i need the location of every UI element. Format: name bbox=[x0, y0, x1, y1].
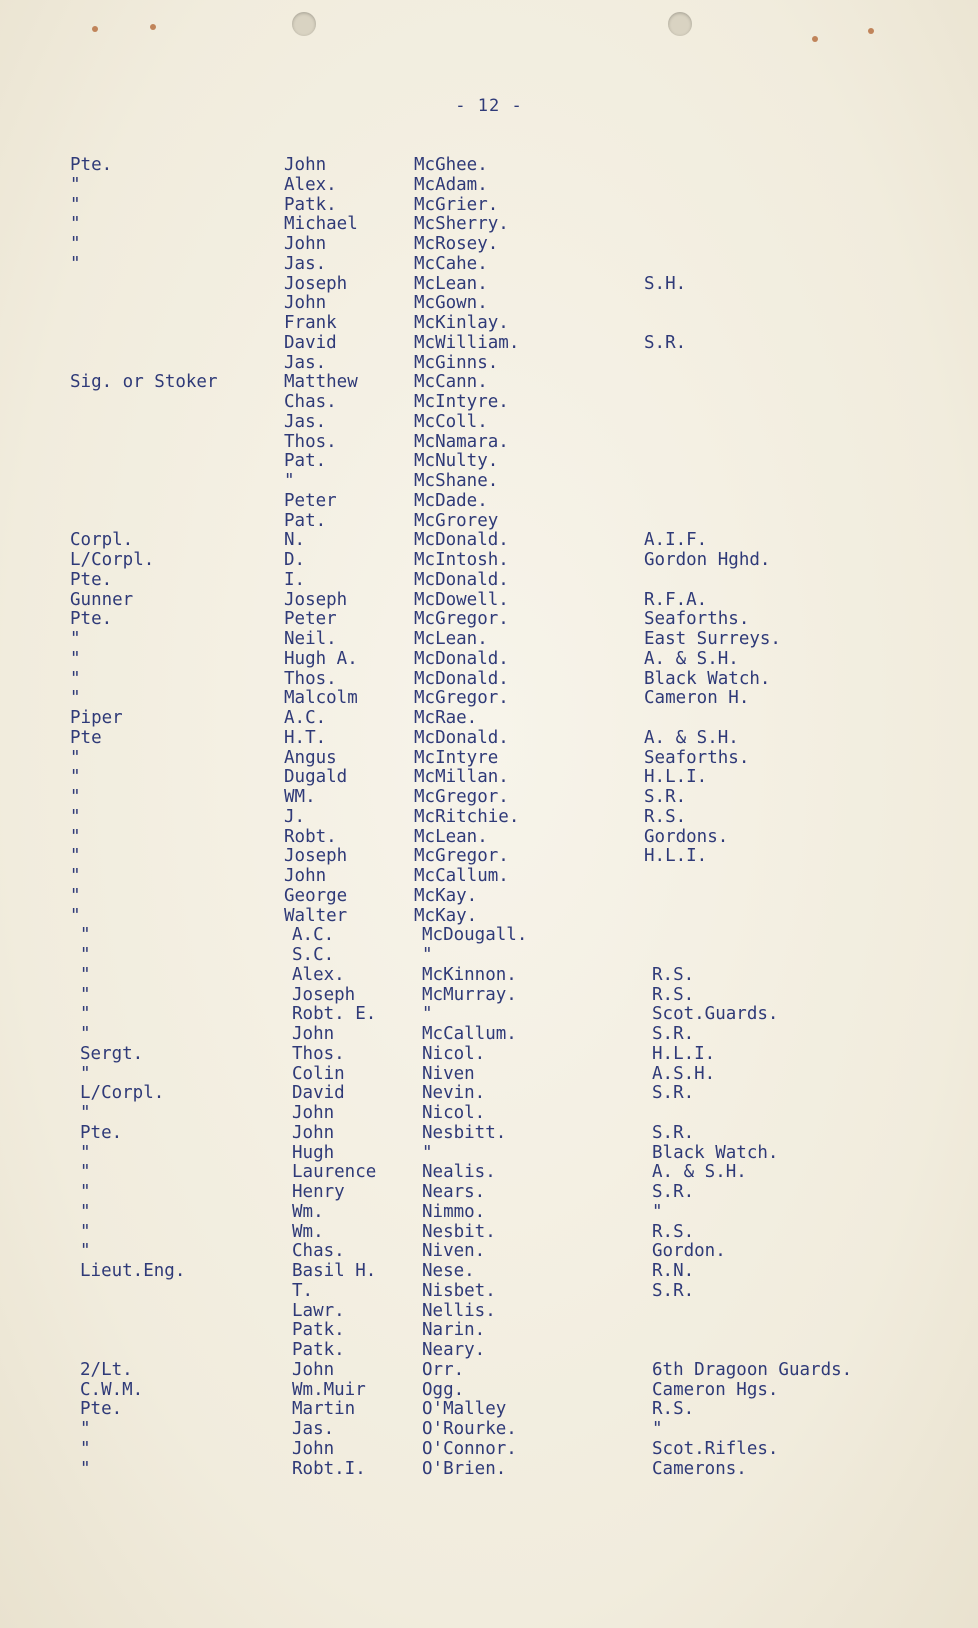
unit-cell: A. & S.H. bbox=[644, 727, 739, 748]
surname-cell: McLean. bbox=[414, 273, 488, 294]
rank-cell: Piper bbox=[70, 708, 123, 728]
rank-cell: Pte. bbox=[70, 569, 113, 590]
list-item bbox=[0, 1183, 978, 1203]
surname-cell: Nisbet. bbox=[422, 1280, 496, 1301]
first-name-cell: Joseph bbox=[292, 984, 356, 1005]
list-item bbox=[0, 729, 978, 749]
first-name-cell: John bbox=[292, 1103, 335, 1123]
surname-cell: McKinlay. bbox=[414, 313, 509, 333]
list-item bbox=[0, 551, 978, 571]
unit-cell: A. & S.H. bbox=[652, 1162, 747, 1183]
rank-cell: " bbox=[80, 1162, 91, 1183]
rank-cell: " bbox=[80, 1004, 91, 1025]
list-item bbox=[0, 1163, 978, 1183]
unit-cell: R.S. bbox=[652, 1221, 695, 1242]
rank-cell: " bbox=[70, 234, 81, 254]
list-item bbox=[0, 255, 978, 275]
surname-cell: " bbox=[422, 1142, 433, 1163]
surname-cell: Niven. bbox=[422, 1241, 486, 1262]
surname-cell: McSherry. bbox=[414, 214, 509, 235]
list-item bbox=[0, 1104, 978, 1124]
surname-cell: Niven bbox=[422, 1063, 475, 1084]
rank-cell: Gunner bbox=[70, 589, 134, 610]
rank-cell: " bbox=[80, 1024, 91, 1044]
first-name-cell: N. bbox=[284, 530, 306, 551]
rank-cell: " bbox=[70, 885, 81, 906]
surname-cell: McGown. bbox=[414, 293, 488, 314]
rank-cell: Pte. bbox=[70, 609, 113, 630]
surname-cell: Narin. bbox=[422, 1320, 486, 1341]
first-name-cell: H.T. bbox=[284, 727, 327, 748]
first-name-cell: Patk. bbox=[284, 194, 337, 215]
surname-cell: Nealis. bbox=[422, 1162, 496, 1183]
unit-cell: R.F.A. bbox=[644, 589, 708, 610]
first-name-cell: Neil. bbox=[284, 629, 337, 649]
surname-cell: Nevin. bbox=[422, 1083, 486, 1104]
first-name-cell: John bbox=[284, 293, 327, 314]
rust-spot bbox=[92, 26, 98, 32]
first-name-cell: Wm. bbox=[292, 1201, 324, 1222]
surname-cell: " bbox=[422, 945, 433, 965]
unit-cell: " bbox=[652, 1201, 663, 1222]
surname-cell: Nesbit. bbox=[422, 1221, 496, 1242]
unit-cell: East Surreys. bbox=[644, 629, 781, 649]
first-name-cell: Henry bbox=[292, 1182, 345, 1202]
surname-cell: McGhee. bbox=[414, 155, 488, 175]
first-name-cell: John bbox=[284, 866, 327, 886]
first-name-cell: John bbox=[292, 1438, 335, 1459]
surname-cell: McRae. bbox=[414, 708, 478, 728]
list-item bbox=[0, 1321, 978, 1341]
rank-cell: " bbox=[70, 214, 81, 235]
surname-cell: McGinns. bbox=[414, 352, 499, 373]
first-name-cell: Dugald bbox=[284, 767, 348, 788]
list-item bbox=[0, 1124, 978, 1144]
surname-cell: O'Rourke. bbox=[422, 1419, 517, 1439]
first-name-cell: Hugh bbox=[292, 1142, 335, 1163]
surname-cell: O'Malley bbox=[422, 1399, 507, 1420]
first-name-cell: Pat. bbox=[284, 451, 327, 472]
first-name-cell: Robt. E. bbox=[292, 1004, 377, 1025]
rank-cell: Pte. bbox=[80, 1399, 123, 1420]
list-item bbox=[0, 749, 978, 769]
first-name-cell: Frank bbox=[284, 313, 337, 333]
first-name-cell: I. bbox=[284, 569, 306, 590]
first-name-cell: Thos. bbox=[292, 1043, 345, 1064]
surname-cell: McDowell. bbox=[414, 589, 509, 610]
rank-cell: C.W.M. bbox=[80, 1379, 144, 1400]
first-name-cell: John bbox=[284, 155, 327, 175]
surname-cell: McShane. bbox=[414, 471, 499, 491]
unit-cell: Gordon Hghd. bbox=[644, 550, 771, 570]
surname-cell: McMillan. bbox=[414, 767, 509, 788]
list-item bbox=[0, 373, 978, 393]
surname-cell: Neary. bbox=[422, 1340, 486, 1360]
rank-cell: L/Corpl. bbox=[80, 1083, 165, 1104]
list-item bbox=[0, 670, 978, 690]
surname-cell: McGregor. bbox=[414, 846, 509, 867]
list-item bbox=[0, 1065, 978, 1085]
first-name-cell: Alex. bbox=[284, 174, 337, 195]
list-item bbox=[0, 1440, 978, 1460]
list-item bbox=[0, 1361, 978, 1381]
surname-cell: McGregor. bbox=[414, 787, 509, 807]
surname-cell: McColl. bbox=[414, 411, 488, 432]
first-name-cell: Martin bbox=[292, 1399, 356, 1420]
unit-cell: A.S.H. bbox=[652, 1063, 716, 1084]
list-item bbox=[0, 196, 978, 216]
rank-cell: " bbox=[70, 747, 81, 768]
first-name-cell: S.C. bbox=[292, 945, 335, 965]
list-item bbox=[0, 650, 978, 670]
list-item bbox=[0, 235, 978, 255]
first-name-cell: Laurence bbox=[292, 1162, 377, 1183]
list-item bbox=[0, 689, 978, 709]
first-name-cell: Patk. bbox=[292, 1340, 345, 1360]
unit-cell: Seaforths. bbox=[644, 747, 750, 768]
list-item bbox=[0, 1045, 978, 1065]
rank-cell: " bbox=[80, 1241, 91, 1262]
surname-cell: McGrorey bbox=[414, 510, 499, 531]
list-item bbox=[0, 1381, 978, 1401]
list-item bbox=[0, 1460, 978, 1480]
rust-spot bbox=[150, 24, 156, 30]
unit-cell: S.R. bbox=[652, 1083, 695, 1104]
surname-cell: McDonald. bbox=[414, 648, 509, 669]
first-name-cell: Joseph bbox=[284, 846, 348, 867]
rank-cell: " bbox=[70, 806, 81, 827]
rank-cell: " bbox=[80, 1438, 91, 1459]
list-item bbox=[0, 1223, 978, 1243]
rank-cell: " bbox=[70, 688, 81, 709]
rank-cell: " bbox=[70, 767, 81, 788]
first-name-cell: Joseph bbox=[284, 273, 348, 294]
surname-cell: McLean. bbox=[414, 629, 488, 649]
first-name-cell: Joseph bbox=[284, 589, 348, 610]
list-item bbox=[0, 907, 978, 927]
unit-cell: A. & S.H. bbox=[644, 648, 739, 669]
unit-cell: 6th Dragoon Guards. bbox=[652, 1359, 853, 1380]
list-item bbox=[0, 808, 978, 828]
rank-cell: " bbox=[80, 984, 91, 1005]
surname-cell: McDougall. bbox=[422, 925, 528, 946]
list-item bbox=[0, 946, 978, 966]
punch-hole bbox=[292, 12, 316, 36]
surname-cell: McDonald. bbox=[414, 569, 509, 590]
surname-cell: McGrier. bbox=[414, 194, 499, 215]
surname-cell: O'Brien. bbox=[422, 1458, 507, 1479]
surname-cell: McDonald. bbox=[414, 668, 509, 689]
first-name-cell: Patk. bbox=[292, 1320, 345, 1341]
first-name-cell: T. bbox=[292, 1280, 314, 1301]
first-name-cell: Wm.Muir bbox=[292, 1379, 366, 1400]
unit-cell: R.S. bbox=[652, 1399, 695, 1420]
surname-cell: Nellis. bbox=[422, 1300, 496, 1321]
list-item bbox=[0, 275, 978, 295]
rank-cell: " bbox=[70, 174, 81, 195]
first-name-cell: Jas. bbox=[284, 352, 327, 373]
list-item bbox=[0, 1400, 978, 1420]
rank-cell: " bbox=[70, 194, 81, 215]
rank-cell: " bbox=[70, 629, 81, 649]
list-item bbox=[0, 1025, 978, 1045]
first-name-cell: Robt.I. bbox=[292, 1458, 366, 1479]
unit-cell: S.R. bbox=[644, 332, 687, 353]
surname-cell: McAdam. bbox=[414, 174, 488, 195]
unit-cell: Seaforths. bbox=[644, 609, 750, 630]
list-item bbox=[0, 966, 978, 986]
list-item bbox=[0, 768, 978, 788]
list-item bbox=[0, 709, 978, 729]
roll-list bbox=[0, 156, 978, 1479]
first-name-cell: Walter bbox=[284, 905, 348, 926]
page-number: - 12 - bbox=[455, 96, 523, 116]
list-item bbox=[0, 413, 978, 433]
list-item bbox=[0, 215, 978, 235]
surname-cell: McKinnon. bbox=[422, 964, 517, 985]
rank-cell: Pte. bbox=[70, 155, 113, 175]
first-name-cell: Wm. bbox=[292, 1221, 324, 1242]
unit-cell: Camerons. bbox=[652, 1458, 747, 1479]
unit-cell: Cameron H. bbox=[644, 688, 750, 709]
list-item bbox=[0, 1203, 978, 1223]
unit-cell: S.R. bbox=[652, 1182, 695, 1202]
unit-cell: Cameron Hgs. bbox=[652, 1379, 779, 1400]
list-item bbox=[0, 1005, 978, 1025]
list-item bbox=[0, 630, 978, 650]
surname-cell: Nicol. bbox=[422, 1103, 486, 1123]
rank-cell: 2/Lt. bbox=[80, 1359, 133, 1380]
first-name-cell: Hugh A. bbox=[284, 648, 358, 669]
first-name-cell: Malcolm bbox=[284, 688, 358, 709]
surname-cell: McIntyre bbox=[414, 747, 499, 768]
unit-cell: H.L.I. bbox=[644, 846, 708, 867]
surname-cell: McCann. bbox=[414, 372, 488, 393]
rank-cell: " bbox=[70, 648, 81, 669]
rank-cell: " bbox=[70, 253, 81, 274]
rank-cell: " bbox=[80, 1182, 91, 1202]
list-item bbox=[0, 156, 978, 176]
rank-cell: Lieut.Eng. bbox=[80, 1261, 186, 1281]
list-item bbox=[0, 452, 978, 472]
surname-cell: Nimmo. bbox=[422, 1201, 486, 1222]
list-item bbox=[0, 828, 978, 848]
rank-cell: Sergt. bbox=[80, 1043, 144, 1064]
list-item bbox=[0, 512, 978, 532]
list-item bbox=[0, 393, 978, 413]
rank-cell: " bbox=[70, 787, 81, 807]
list-item bbox=[0, 354, 978, 374]
rank-cell: L/Corpl. bbox=[70, 550, 155, 570]
unit-cell: H.L.I. bbox=[644, 767, 708, 788]
surname-cell: McIntyre. bbox=[414, 392, 509, 412]
rank-cell: Sig. or Stoker bbox=[70, 372, 218, 393]
rust-spot bbox=[812, 36, 818, 42]
list-item bbox=[0, 788, 978, 808]
unit-cell: R.S. bbox=[652, 984, 695, 1005]
surname-cell: Nese. bbox=[422, 1261, 475, 1281]
rank-cell: " bbox=[80, 945, 91, 965]
unit-cell: S.R. bbox=[652, 1024, 695, 1044]
first-name-cell: A.C. bbox=[284, 708, 327, 728]
rank-cell: " bbox=[80, 1419, 91, 1439]
rank-cell: " bbox=[80, 1142, 91, 1163]
surname-cell: Nears. bbox=[422, 1182, 486, 1202]
rust-spot bbox=[868, 28, 874, 34]
first-name-cell: A.C. bbox=[292, 925, 335, 946]
first-name-cell: Basil H. bbox=[292, 1261, 377, 1281]
list-item bbox=[0, 867, 978, 887]
punch-hole bbox=[668, 12, 692, 36]
surname-cell: Nicol. bbox=[422, 1043, 486, 1064]
surname-cell: McLean. bbox=[414, 826, 488, 847]
list-item bbox=[0, 1144, 978, 1164]
surname-cell: O'Connor. bbox=[422, 1438, 517, 1459]
rank-cell: " bbox=[80, 1458, 91, 1479]
rank-cell: " bbox=[70, 826, 81, 847]
list-item bbox=[0, 472, 978, 492]
surname-cell: " bbox=[422, 1004, 433, 1025]
surname-cell: McKay. bbox=[414, 905, 478, 926]
list-item bbox=[0, 1341, 978, 1361]
surname-cell: McRitchie. bbox=[414, 806, 520, 827]
rank-cell: " bbox=[70, 866, 81, 886]
surname-cell: McKay. bbox=[414, 885, 478, 906]
surname-cell: McRosey. bbox=[414, 234, 499, 254]
first-name-cell: George bbox=[284, 885, 348, 906]
first-name-cell: Jas. bbox=[284, 411, 327, 432]
list-item bbox=[0, 1420, 978, 1440]
first-name-cell: Colin bbox=[292, 1063, 345, 1084]
rank-cell: Pte bbox=[70, 727, 102, 748]
unit-cell: Black Watch. bbox=[644, 668, 771, 689]
unit-cell: R.S. bbox=[644, 806, 687, 827]
first-name-cell: Robt. bbox=[284, 826, 337, 847]
list-item bbox=[0, 1282, 978, 1302]
rank-cell: " bbox=[70, 905, 81, 926]
list-item bbox=[0, 847, 978, 867]
surname-cell: McCahe. bbox=[414, 253, 488, 274]
first-name-cell: Chas. bbox=[284, 392, 337, 412]
first-name-cell: Lawr. bbox=[292, 1300, 345, 1321]
list-item bbox=[0, 294, 978, 314]
first-name-cell: Pat. bbox=[284, 510, 327, 531]
list-item bbox=[0, 531, 978, 551]
first-name-cell: Jas. bbox=[284, 253, 327, 274]
first-name-cell: Thos. bbox=[284, 431, 337, 452]
list-item bbox=[0, 1262, 978, 1282]
first-name-cell: Matthew bbox=[284, 372, 358, 393]
unit-cell: " bbox=[652, 1419, 663, 1439]
rank-cell: Corpl. bbox=[70, 530, 134, 551]
list-item bbox=[0, 176, 978, 196]
list-item bbox=[0, 887, 978, 907]
surname-cell: Ogg. bbox=[422, 1379, 465, 1400]
list-item bbox=[0, 986, 978, 1006]
surname-cell: McDade. bbox=[414, 490, 488, 511]
surname-cell: McGregor. bbox=[414, 609, 509, 630]
rank-cell: " bbox=[80, 964, 91, 985]
rank-cell: " bbox=[70, 846, 81, 867]
first-name-cell: John bbox=[292, 1024, 335, 1044]
rank-cell: Pte. bbox=[80, 1122, 123, 1143]
surname-cell: McCallum. bbox=[414, 866, 509, 886]
surname-cell: Orr. bbox=[422, 1359, 465, 1380]
first-name-cell: WM. bbox=[284, 787, 316, 807]
unit-cell: Gordon. bbox=[652, 1241, 726, 1262]
rank-cell: " bbox=[80, 1221, 91, 1242]
list-item bbox=[0, 334, 978, 354]
rank-cell: " bbox=[70, 668, 81, 689]
first-name-cell: Peter bbox=[284, 490, 337, 511]
unit-cell: Gordons. bbox=[644, 826, 729, 847]
surname-cell: McDonald. bbox=[414, 727, 509, 748]
first-name-cell: Jas. bbox=[292, 1419, 335, 1439]
unit-cell: R.S. bbox=[652, 964, 695, 985]
list-item bbox=[0, 492, 978, 512]
rank-cell: " bbox=[80, 1063, 91, 1084]
surname-cell: McNulty. bbox=[414, 451, 499, 472]
first-name-cell: Michael bbox=[284, 214, 358, 235]
list-item bbox=[0, 571, 978, 591]
list-item bbox=[0, 314, 978, 334]
surname-cell: Nesbitt. bbox=[422, 1122, 507, 1143]
list-item bbox=[0, 1084, 978, 1104]
unit-cell: R.N. bbox=[652, 1261, 695, 1281]
rank-cell: " bbox=[80, 1201, 91, 1222]
first-name-cell: John bbox=[284, 234, 327, 254]
first-name-cell: David bbox=[292, 1083, 345, 1104]
list-item bbox=[0, 926, 978, 946]
unit-cell: Black Watch. bbox=[652, 1142, 779, 1163]
unit-cell: S.R. bbox=[644, 787, 687, 807]
rank-cell: " bbox=[80, 925, 91, 946]
unit-cell: S.R. bbox=[652, 1280, 695, 1301]
first-name-cell: John bbox=[292, 1359, 335, 1380]
unit-cell: S.H. bbox=[644, 273, 687, 294]
first-name-cell: Thos. bbox=[284, 668, 337, 689]
first-name-cell: Alex. bbox=[292, 964, 345, 985]
surname-cell: McWilliam. bbox=[414, 332, 520, 353]
first-name-cell: Angus bbox=[284, 747, 337, 768]
surname-cell: McCallum. bbox=[422, 1024, 517, 1044]
first-name-cell: David bbox=[284, 332, 337, 353]
unit-cell: Scot.Guards. bbox=[652, 1004, 779, 1025]
list-item bbox=[0, 433, 978, 453]
surname-cell: McNamara. bbox=[414, 431, 509, 452]
unit-cell: H.L.I. bbox=[652, 1043, 716, 1064]
unit-cell: A.I.F. bbox=[644, 530, 708, 551]
unit-cell: Scot.Rifles. bbox=[652, 1438, 779, 1459]
list-item bbox=[0, 1242, 978, 1262]
surname-cell: McIntosh. bbox=[414, 550, 509, 570]
first-name-cell: John bbox=[292, 1122, 335, 1143]
first-name-cell: D. bbox=[284, 550, 306, 570]
surname-cell: McMurray. bbox=[422, 984, 517, 1005]
first-name-cell: J. bbox=[284, 806, 306, 827]
first-name-cell: " bbox=[284, 471, 295, 491]
list-item bbox=[0, 1302, 978, 1322]
unit-cell: S.R. bbox=[652, 1122, 695, 1143]
list-item bbox=[0, 591, 978, 611]
first-name-cell: Chas. bbox=[292, 1241, 345, 1262]
list-item bbox=[0, 610, 978, 630]
surname-cell: McGregor. bbox=[414, 688, 509, 709]
rank-cell: " bbox=[80, 1103, 91, 1123]
surname-cell: McDonald. bbox=[414, 530, 509, 551]
first-name-cell: Peter bbox=[284, 609, 337, 630]
